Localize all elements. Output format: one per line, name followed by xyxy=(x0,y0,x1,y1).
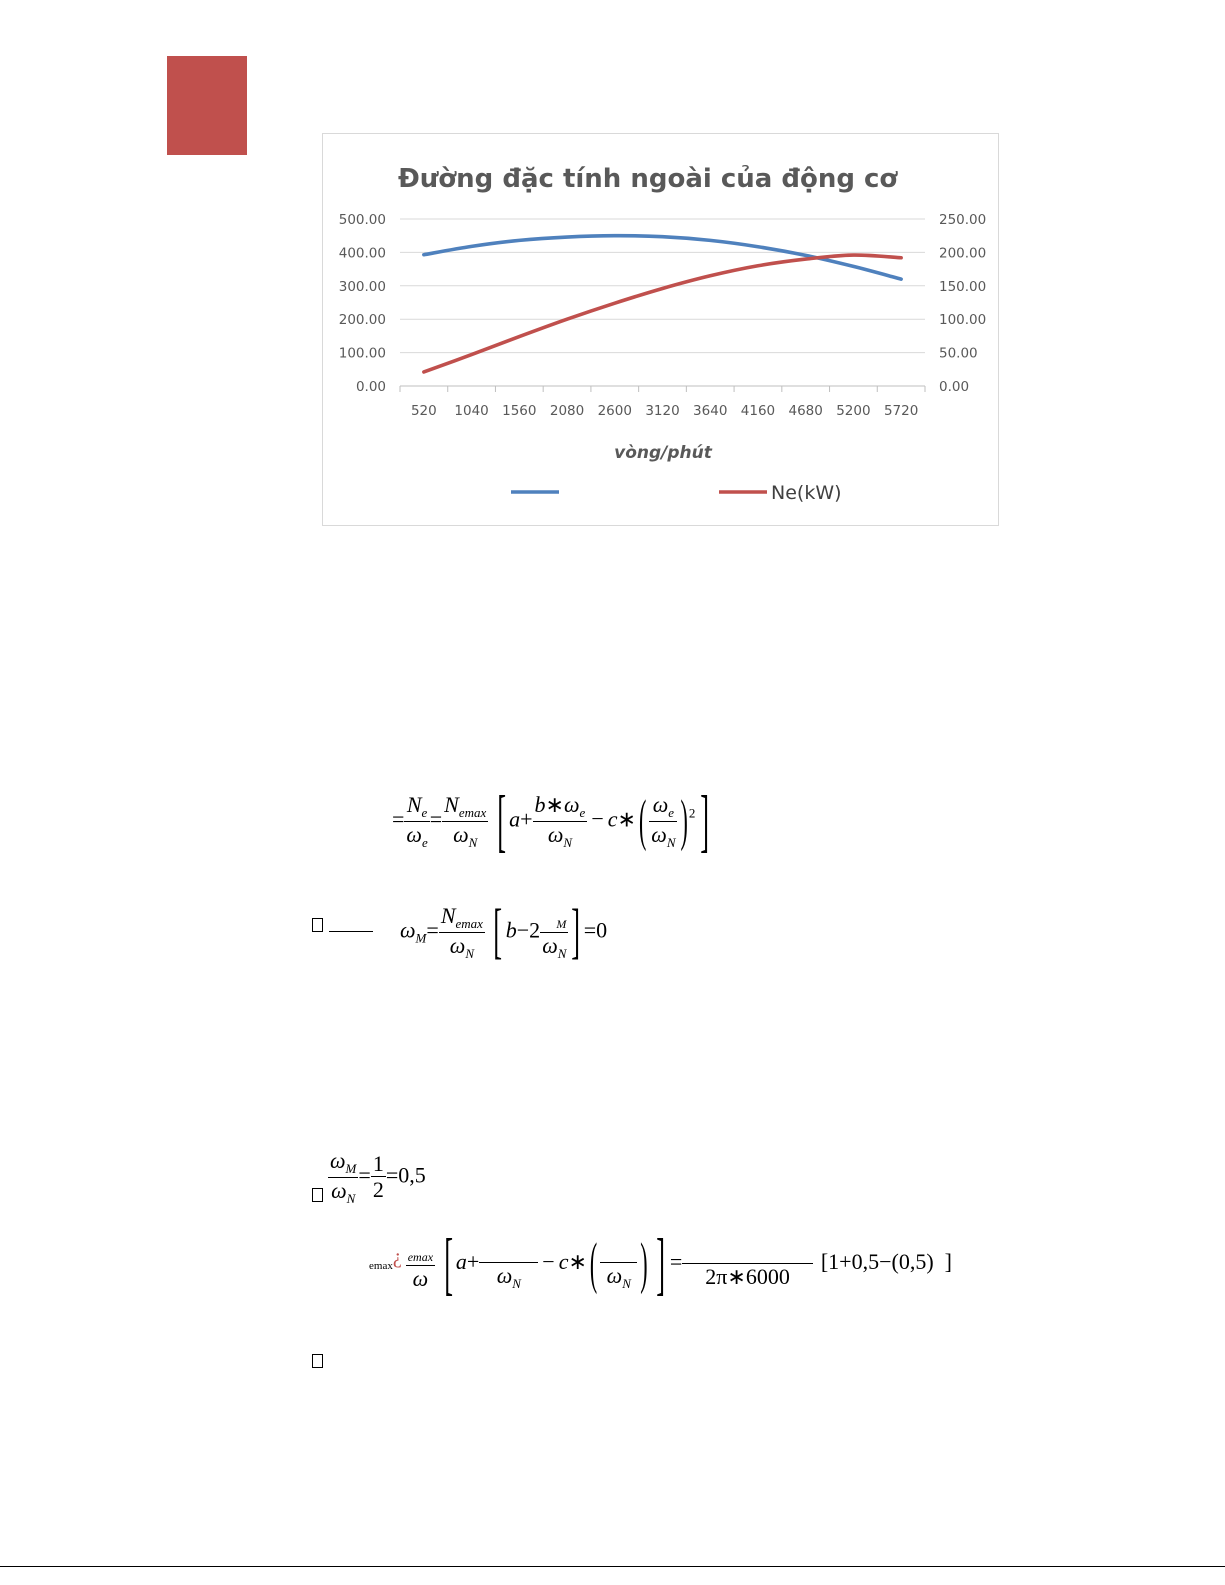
chart-frame xyxy=(322,133,999,526)
y-right-tick-label: 150.00 xyxy=(939,278,987,295)
formula-ratio: $\frac{\omega_M}{\omega_N}$ = $\frac{1}{2}$ =0,5 xyxy=(330,1148,426,1206)
series-line-2 xyxy=(424,255,901,372)
y-right-tick-label: 200.00 xyxy=(939,245,987,262)
y-left-tick-label: 0.00 xyxy=(355,379,386,395)
formula-max-torque-value: emax¿ $\frac{_{emax}}{\omega}$ [ a+ $\omega_N$ − c∗ ( $\omega_N$ ) ] = 2π∗6000 [1+0,5−(0,5) ] xyxy=(369,1222,952,1303)
fraction-rule xyxy=(329,931,373,932)
x-axis-label: vòng/phút xyxy=(614,443,712,463)
y-right-tick-label: 50.00 xyxy=(939,345,978,362)
bullet-icon xyxy=(312,918,323,932)
x-tick-label: 5200 xyxy=(836,403,871,419)
fraction: $\frac{N_e}{\omega_e}$ xyxy=(406,792,428,850)
y-right-tick-label: 100.00 xyxy=(939,312,987,329)
chart-title: Đường đặc tính ngoài của động cơ xyxy=(398,164,898,194)
accent-block xyxy=(167,56,247,155)
formula-max-torque-condition: $\omega_M=$ $\frac{N_{emax}}{\omega_N}$ [ b−2 $\frac{_M}{\omega_N}$ ] =0 xyxy=(400,895,608,966)
y-right-tick-label: 250.00 xyxy=(939,212,987,228)
x-tick-label: 2080 xyxy=(549,403,585,419)
y-left-tick-label: 300.00 xyxy=(338,278,386,295)
y-left-tick-label: 200.00 xyxy=(338,312,386,329)
x-tick-label: 1040 xyxy=(454,403,489,419)
legend-label: Ne(kW) xyxy=(771,482,842,504)
x-tick-label: 4680 xyxy=(788,403,823,419)
x-tick-label: 520 xyxy=(410,403,437,419)
y-left-tick-label: 100.00 xyxy=(338,345,386,362)
y-left-tick-label: 500.00 xyxy=(338,212,386,228)
bullet-icon xyxy=(312,1188,323,1202)
x-tick-label: 3120 xyxy=(645,403,680,419)
page-bottom-rule xyxy=(0,1566,1225,1567)
engine-characteristic-chart xyxy=(323,134,1000,527)
y-right-tick-label: 0.00 xyxy=(939,379,970,395)
x-tick-label: 1560 xyxy=(502,403,537,419)
y-left-tick-label: 400.00 xyxy=(338,245,386,262)
fraction: $\frac{N_{emax}}{\omega_N}$ xyxy=(444,792,487,850)
eq-sign: = xyxy=(392,806,405,832)
x-tick-label: 2600 xyxy=(597,403,632,419)
formula-torque: = $\frac{N_e}{\omega_e}$ = $\frac{N_{emax}}{\omega_N}$ [ a+ $\frac{b∗\omega_e}{\omega_N}$ − c∗ ( $\frac{\omega_e}{\omega_N}$ )$^2$ ] xyxy=(392,779,710,860)
x-tick-label: 3640 xyxy=(693,403,728,419)
x-tick-label: 4160 xyxy=(740,403,776,419)
bullet-icon xyxy=(312,1354,323,1368)
x-tick-label: 5720 xyxy=(883,403,919,419)
